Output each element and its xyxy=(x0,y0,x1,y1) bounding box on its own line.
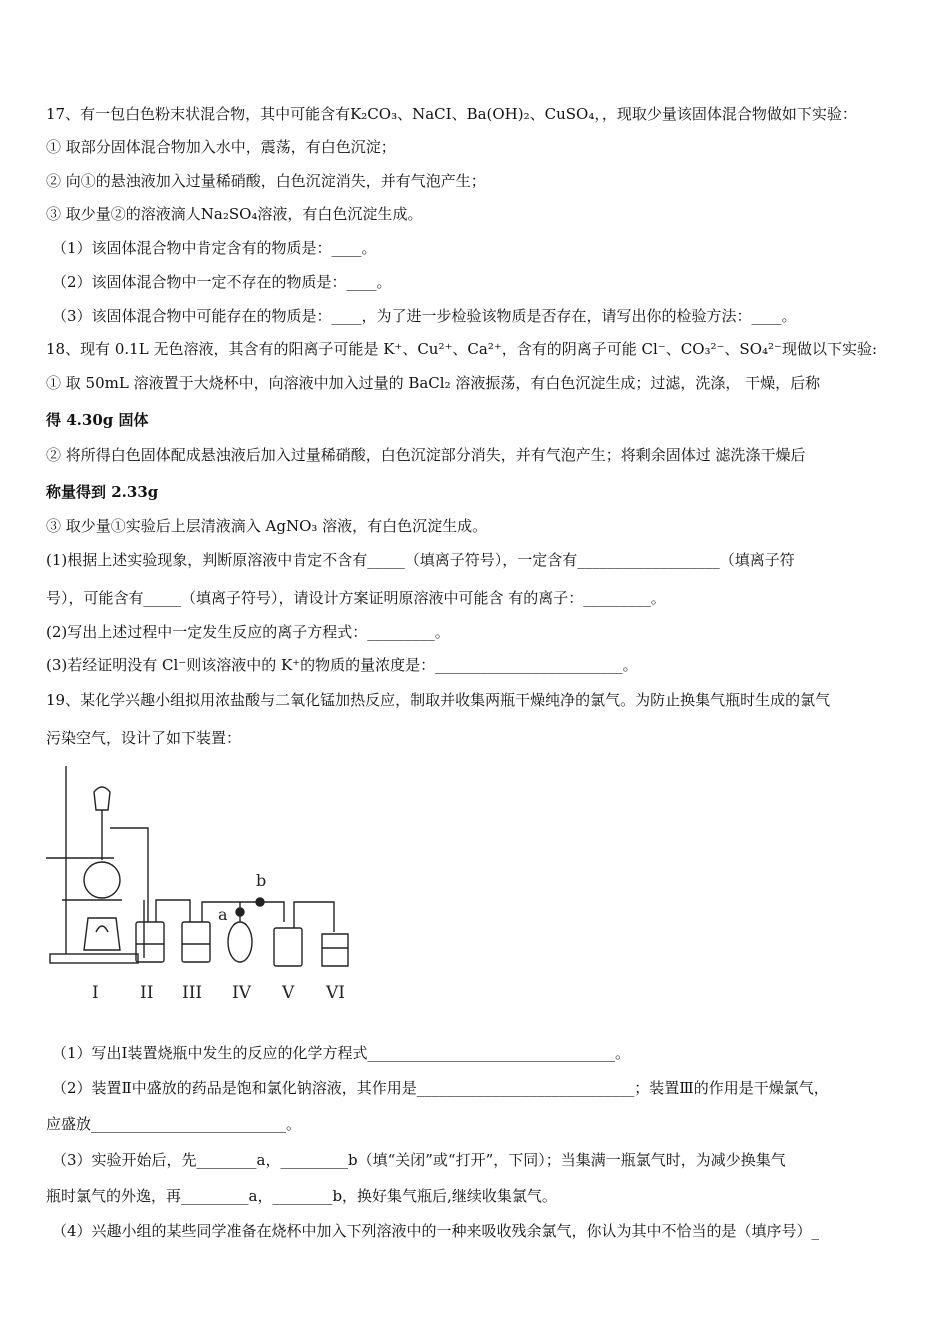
label-I: I xyxy=(92,983,99,1003)
q18-step-1b: 得 4.30g 固体 xyxy=(46,411,149,429)
label-II: II xyxy=(140,983,154,1003)
q18-sub-2: (2)写出上述过程中一定发生反应的离子方程式：_________。 xyxy=(46,623,450,641)
q19-sub-3b: 瓶时氯气的外逸，再_________a，________b，换好集气瓶后,继续收集氯气。 xyxy=(46,1187,557,1205)
q18-sub-3: (3)若经证明没有 Cl⁻则该溶液中的 K⁺的物质的量浓度是：_________________________。 xyxy=(46,656,638,674)
q17-stem: 17、有一包白色粉末状混合物，其中可能含有K₂CO₃、NaCI、Ba(OH)₂、CuSO₄，，现取少量该固体混合物做如下实验： xyxy=(46,105,857,123)
q18-step-2b: 称量得到 2.33g xyxy=(46,483,159,501)
q17-sub-1: （1）该固体混合物中肯定含有的物质是：____。 xyxy=(52,239,377,257)
apparatus-I xyxy=(84,787,148,950)
label-IV: IV xyxy=(232,983,251,1003)
q17-sub-3: （3）该固体混合物中可能存在的物质是：____，为了进一步检验该物质是否存在，请写出你的检验方法：____。 xyxy=(52,307,797,325)
valve-a-label: a xyxy=(218,905,228,924)
apparatus-figure xyxy=(44,762,364,1012)
q19-sub-4: （4）兴趣小组的某些同学准备在烧杯中加入下列溶液中的一种来吸收残余氯气，你认为其中不恰当的是（填序号）_ xyxy=(52,1222,820,1240)
apparatus-VI xyxy=(322,934,348,966)
q19-sub-1: （1）写出Ⅰ装置烧瓶中发生的反应的化学方程式_________________________________。 xyxy=(52,1044,630,1062)
q18-step-3: ③ 取少量①实验后上层清液滴入 AgNO₃ 溶液，有白色沉淀生成。 xyxy=(46,517,488,535)
q18-stem: 18、现有 0.1L 无色溶液，其含有的阳离子可能是 K⁺、Cu²⁺、Ca²⁺，含有的阴离子可能 Cl⁻、CO₃²⁻、SO₄²⁻现做以下实验: xyxy=(46,340,878,358)
q17-sub-2: （2）该固体混合物中一定不存在的物质是：____。 xyxy=(52,273,392,291)
label-III: III xyxy=(182,983,203,1003)
q17-step-1: ① 取部分固体混合物加入水中，震荡，有白色沉淀； xyxy=(46,138,396,156)
valve-b-label: b xyxy=(256,871,267,890)
label-VI: VI xyxy=(326,983,345,1003)
q18-step-2a: ② 将所得白色固体配成悬浊液后加入过量稀硝酸，白色沉淀部分消失，并有气泡产生；将剩余固体过 滤洗涤干燥后 xyxy=(46,446,806,464)
stand-base xyxy=(50,954,138,963)
q18-step-1a: ① 取 50mL 溶液置于大烧杯中，向溶液中加入过量的 BaCl₂ 溶液振荡，有白色沉淀生成；过滤，洗涤， 干燥，后称 xyxy=(46,374,821,392)
label-V: V xyxy=(282,983,295,1003)
q18-sub-1b: 号），可能含有_____（填离子符号），请设计方案证明原溶液中可能含 有的离子：_________。 xyxy=(46,589,666,607)
q19-sub-3a: （3）实验开始后，先________a，_________b（填“关闭”或“打开”，下同）；当集满一瓶氯气时，为减少换集气 xyxy=(52,1151,786,1169)
q18-sub-1a: (1)根据上述实验现象，判断原溶液中肯定不含有_____（填离子符号），一定含有___________________（填离子符 xyxy=(46,551,795,569)
apparatus-IV xyxy=(228,898,284,962)
q17-step-3: ③ 取少量②的溶液滴人Na₂SO₄溶液，有白色沉淀生成。 xyxy=(46,205,423,223)
q19-stem-b: 污染空气，设计了如下装置： xyxy=(46,729,242,747)
q17-step-2: ② 向①的悬浊液加入过量稀硝酸，白色沉淀消失，并有气泡产生； xyxy=(46,172,486,190)
q19-stem-a: 19、某化学兴趣小组拟用浓盐酸与二氧化锰加热反应，制取并收集两瓶干燥纯净的氯气。为防止换集气瓶时生成的氯气 xyxy=(46,691,831,709)
q19-sub-2a: （2）装置Ⅱ中盛放的药品是饱和氯化钠溶液，其作用是_____________________________；装置Ⅲ的作用是干燥氯气， xyxy=(52,1079,829,1097)
q19-sub-2b: 应盛放__________________________。 xyxy=(46,1115,302,1133)
